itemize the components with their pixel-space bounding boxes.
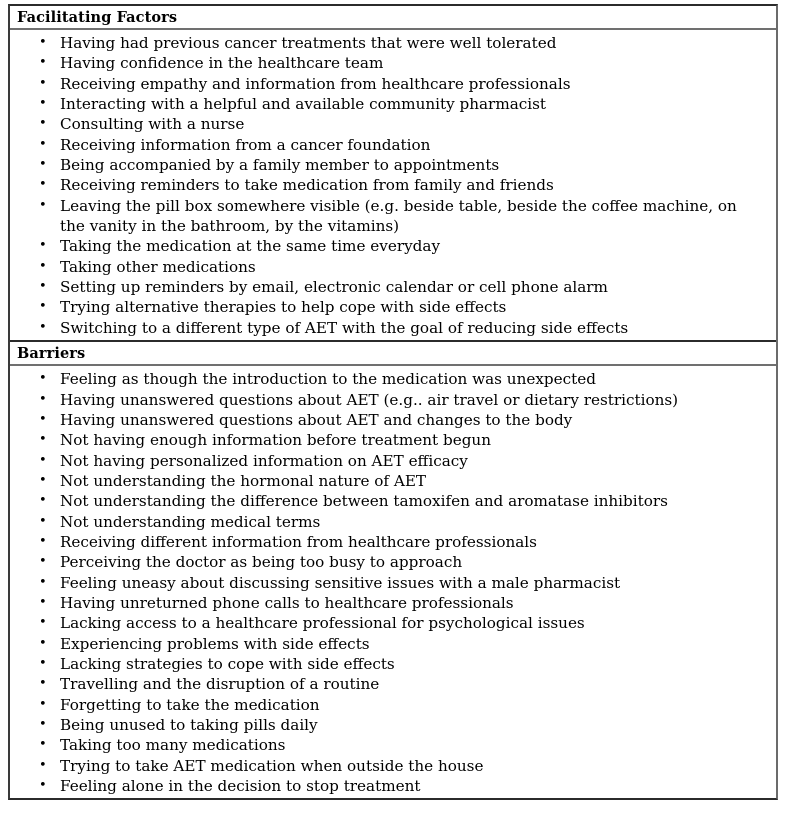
list-item (10, 318, 776, 338)
list-item (10, 94, 776, 114)
list-item (10, 491, 776, 511)
list-item-label: Interacting with a helpful and available community pharmacist (60, 95, 547, 114)
list-item-label: Consulting with a nurse (60, 115, 245, 134)
list-item (10, 593, 776, 613)
list-item (10, 33, 776, 53)
list-item (10, 634, 776, 654)
bullet-icon: • (39, 136, 47, 152)
bullet-icon: • (39, 157, 47, 173)
bullet-icon: • (39, 411, 47, 427)
bullet-icon: • (39, 717, 47, 732)
list-item (10, 236, 776, 256)
bullet-icon: • (39, 35, 47, 50)
list-item-label: Trying alternative therapies to help cope with side effects (60, 298, 507, 317)
list-item (10, 135, 776, 155)
list-item (10, 114, 776, 134)
table-section (10, 340, 776, 798)
bullet-icon: • (39, 391, 47, 407)
list-item (10, 613, 776, 633)
bullet-icon: • (39, 258, 47, 274)
bullet-icon: • (39, 778, 47, 794)
list-item-label: Receiving different information from healthcare professionals (60, 532, 537, 551)
list-item-label: Lacking strategies to cope with side effects (60, 654, 395, 673)
list-item-label: Feeling uneasy about discussing sensitive issues with a male pharmacist (60, 573, 621, 592)
list-item (10, 776, 776, 796)
list-item-label: Forgetting to take the medication (60, 695, 320, 714)
list-item (10, 451, 776, 471)
list-item-label: Travelling and the disruption of a routine (60, 675, 380, 694)
list-item (10, 53, 776, 73)
bullet-icon: • (39, 493, 47, 509)
list-item (10, 277, 776, 297)
list-item-label: Receiving empathy and information from healthcare professionals (60, 74, 571, 93)
list-item (10, 430, 776, 450)
list-item-label: Not having enough information before treatment begun (60, 431, 491, 450)
list-item-label: Taking the medication at the same time everyday (60, 237, 441, 256)
list-item-label: Having had previous cancer treatments that were well tolerated (60, 34, 557, 52)
list-item (10, 695, 776, 715)
list-item (10, 532, 776, 552)
list-item-label: Trying to take AET medication when outside the house (60, 756, 484, 775)
list-item (10, 674, 776, 694)
list-item-label: Having unreturned phone calls to healthcare professionals (60, 593, 514, 612)
list-item (10, 196, 776, 237)
list-item (10, 471, 776, 491)
bullet-icon: • (39, 238, 47, 254)
bullet-icon: • (39, 554, 47, 570)
list-item (10, 74, 776, 94)
bullet-icon: • (39, 299, 47, 315)
list-item-label: Switching to a different type of AET with the goal of reducing side effects (60, 318, 629, 337)
list-item-label: Leaving the pill box somewhere visible (e.g. beside table, beside the coffee machine, on the vanity in the bathroom, by the vitamins) (60, 196, 737, 236)
bullet-icon: • (39, 55, 47, 71)
list-item-label: Feeling alone in the decision to stop treatment (60, 777, 421, 796)
list-item-label: Experiencing problems with side effects (60, 634, 370, 653)
list-item (10, 552, 776, 572)
list-item-label: Not understanding medical terms (60, 512, 321, 531)
list-item (10, 715, 776, 735)
bullet-list (10, 369, 776, 796)
list-item-label: Having unanswered questions about AET and changes to the body (60, 410, 573, 429)
list-item-label: Being unused to taking pills daily (60, 716, 318, 734)
bullet-icon: • (39, 635, 47, 651)
list-item-label: Taking too many medications (60, 736, 286, 755)
bullet-icon: • (39, 177, 47, 193)
bullet-icon: • (39, 452, 47, 468)
list-item-label: Being accompanied by a family member to appointments (60, 156, 500, 175)
section-body (10, 30, 776, 340)
list-item-label: Having unanswered questions about AET (e.g.. air travel or dietary restrictions) (60, 390, 679, 409)
list-item-label: Lacking access to a healthcare professional for psychological issues (60, 614, 585, 633)
table-section (10, 6, 776, 340)
list-item-label: Having confidence in the healthcare team (60, 54, 384, 73)
list-item-label: Not understanding the hormonal nature of AET (60, 471, 427, 490)
list-item (10, 390, 776, 410)
list-item-label: Perceiving the doctor as being too busy to approach (60, 553, 463, 572)
list-item (10, 369, 776, 389)
list-item (10, 297, 776, 317)
list-item (10, 573, 776, 593)
list-item-label: Not having personalized information on AET efficacy (60, 451, 468, 470)
list-item-label: Taking other medications (60, 257, 256, 276)
list-item (10, 756, 776, 776)
bullet-icon: • (39, 279, 47, 295)
bullet-icon: • (39, 75, 47, 91)
bullet-icon: • (39, 615, 47, 631)
factors-barriers-table (8, 4, 778, 800)
bullet-icon: • (39, 197, 47, 213)
bullet-list (10, 33, 776, 338)
bullet-icon: • (39, 533, 47, 549)
list-item (10, 155, 776, 175)
list-item-label: Receiving reminders to take medication from family and friends (60, 176, 554, 195)
list-item (10, 410, 776, 430)
list-item-label: Feeling as though the introduction to the medication was unexpected (60, 370, 596, 389)
bullet-icon: • (39, 757, 47, 773)
list-item-label: Setting up reminders by email, electronic calendar or cell phone alarm (60, 278, 608, 297)
bullet-icon: • (39, 371, 47, 387)
section-header: Facilitating Factors (10, 6, 776, 30)
list-item-label: Not understanding the difference between tamoxifen and aromatase inhibitors (60, 492, 668, 511)
bullet-icon: • (39, 574, 47, 590)
section-header: Barriers (10, 340, 776, 366)
bullet-icon: • (39, 676, 47, 692)
list-item-label: Receiving information from a cancer foundation (60, 135, 431, 154)
bullet-icon: • (39, 655, 47, 671)
bullet-icon: • (39, 472, 47, 488)
list-item (10, 735, 776, 755)
list-item (10, 512, 776, 532)
list-item (10, 654, 776, 674)
bullet-icon: • (39, 513, 47, 529)
list-item (10, 257, 776, 277)
list-item (10, 175, 776, 195)
bullet-icon: • (39, 116, 47, 132)
bullet-icon: • (39, 432, 47, 448)
bullet-icon: • (39, 594, 47, 610)
section-body (10, 366, 776, 798)
bullet-icon: • (39, 737, 47, 753)
bullet-icon: • (39, 96, 47, 112)
bullet-icon: • (39, 696, 47, 712)
bullet-icon: • (39, 319, 47, 335)
